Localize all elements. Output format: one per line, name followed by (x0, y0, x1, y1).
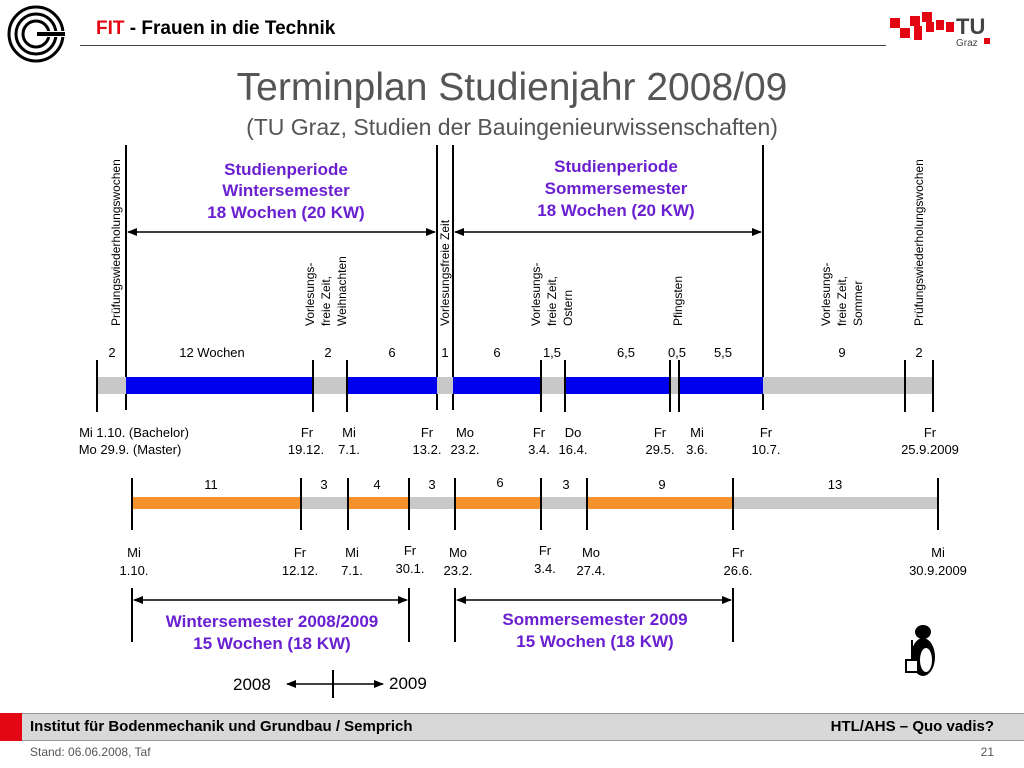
lcount: 3 (428, 477, 436, 492)
udate: 3.6. (686, 442, 708, 457)
vlabel-sommer-3: Sommer (851, 280, 865, 326)
ucount: 2 (915, 345, 923, 360)
ucount: 6,5 (616, 345, 636, 360)
ldate: Fr (731, 545, 745, 560)
ldate: Mi (345, 545, 359, 560)
udate: 13.2. (412, 442, 442, 457)
vlabel-sommer-2: freie Zeit, (835, 275, 849, 326)
vlabel-ostern-2: freie Zeit, (545, 275, 559, 326)
ss-period-line3: 18 Wochen (20 KW) (537, 201, 695, 220)
ucount: 2 (108, 345, 116, 360)
vlabel-pruefung-left: Prüfungswiederholungswochen (109, 159, 123, 326)
ldate: 27.4. (576, 563, 606, 578)
ws-period-line1: Studienperiode (224, 160, 348, 179)
vlabel-weihnachten-1: Vorlesungs- (303, 262, 317, 326)
worker-shovel-icon (906, 625, 935, 676)
ldate: 3.4. (534, 561, 556, 576)
lcount: 9 (658, 477, 666, 492)
upper-bar (97, 377, 933, 394)
ucount: 2 (324, 345, 332, 360)
ldate: 23.2. (443, 563, 473, 578)
footer-institute: Institut für Bodenmechanik und Grundbau / Semprich (30, 718, 413, 735)
footer-stand: Stand: 06.06.2008, Taf (30, 745, 151, 759)
header-rest: - Frauen in die Technik (124, 18, 336, 39)
header-fit: FIT (96, 18, 125, 39)
ws-semester-line2: 15 Wochen (18 KW) (193, 634, 351, 653)
page-title: Terminplan Studienjahr 2008/09 (236, 66, 788, 109)
udate: 29.5. (645, 442, 675, 457)
vlabel-weihnachten-3: Weihnachten (335, 256, 349, 326)
ucount: 12 Wochen (179, 345, 245, 360)
ws-semester-line1: Wintersemester 2008/2009 (165, 612, 379, 631)
ldate: Fr (403, 543, 417, 558)
vlabel-pfingsten: Pfingsten (671, 275, 685, 326)
ldate: 7.1. (341, 563, 363, 578)
vlabel-ostern-1: Vorlesungs- (529, 262, 543, 326)
udate: Fr (759, 425, 773, 440)
lcount: 6 (496, 475, 504, 490)
udate: Mo 29.9. (Master) (78, 442, 182, 457)
udate: Do (564, 425, 582, 440)
ldate: Mo (448, 545, 468, 560)
tu-logo-sub: Graz (956, 38, 978, 48)
udate: Fr (532, 425, 546, 440)
ucount: 1,5 (542, 345, 562, 360)
vlabel-weihnachten-2: freie Zeit, (319, 275, 333, 326)
lcount: 3 (320, 477, 328, 492)
footer-title: HTL/AHS – Quo vadis? (830, 718, 994, 735)
ldate: 12.12. (281, 563, 319, 578)
page-subtitle: (TU Graz, Studien der Bauingenieurwissenschaften) (246, 114, 778, 140)
ldate: 26.6. (723, 563, 753, 578)
ldate: 30.9.2009 (909, 563, 967, 578)
udate: Mi (690, 425, 704, 440)
vlabel-pruefung-right: Prüfungswiederholungswochen (912, 159, 926, 326)
udate: 19.12. (287, 442, 325, 457)
ucount: 0,5 (667, 345, 687, 360)
ldate: 1.10. (119, 563, 149, 578)
udate: Fr (420, 425, 434, 440)
udate: Mi 1.10. (Bachelor) (79, 425, 189, 440)
ldate: Mo (581, 545, 601, 560)
udate: Fr (300, 425, 314, 440)
lcount: 3 (562, 477, 570, 492)
ucount: 5,5 (713, 345, 733, 360)
lcount: 11 (204, 477, 218, 492)
udate: 25.9.2009 (901, 442, 959, 457)
ucount: 9 (838, 345, 846, 360)
lower-bar (132, 497, 938, 509)
vlabel-sommer-1: Vorlesungs- (819, 262, 833, 326)
udate: 7.1. (338, 442, 360, 457)
vlabel-vorlesungsfrei: Vorlesungsfreie Zeit (438, 219, 452, 326)
tu-logo-text: TU (956, 14, 986, 39)
udate: 3.4. (528, 442, 550, 457)
udate: Fr (653, 425, 667, 440)
ss-semester-line2: 15 Wochen (18 KW) (516, 632, 674, 651)
ss-period-line1: Studienperiode (554, 157, 678, 176)
ldate: Fr (293, 545, 307, 560)
ss-semester-line1: Sommersemester 2009 (502, 610, 688, 629)
udate: Mi (342, 425, 356, 440)
ucount: 6 (388, 345, 396, 360)
year-2009: 2009 (389, 674, 427, 693)
lcount: 4 (373, 477, 381, 492)
udate: 23.2. (450, 442, 480, 457)
udate: 10.7. (751, 442, 781, 457)
ucount: 6 (493, 345, 501, 360)
udate: Mo (455, 425, 475, 440)
ss-period-line2: Sommersemester (544, 179, 688, 198)
year-2008: 2008 (233, 675, 271, 694)
udate: Fr (923, 425, 937, 440)
ws-period-line3: 18 Wochen (20 KW) (207, 203, 365, 222)
ldate: Mi (931, 545, 945, 560)
ucount: 1 (441, 345, 449, 360)
udate: 16.4. (558, 442, 588, 457)
ldate: Mi (127, 545, 141, 560)
ldate: 30.1. (395, 561, 425, 576)
footer-red-block (0, 713, 22, 741)
ws-period-line2: Wintersemester (222, 181, 350, 200)
vlabel-ostern-3: Ostern (561, 289, 575, 326)
page-number: 21 (980, 745, 994, 759)
lcount: 13 (827, 477, 843, 492)
ldate: Fr (538, 543, 552, 558)
